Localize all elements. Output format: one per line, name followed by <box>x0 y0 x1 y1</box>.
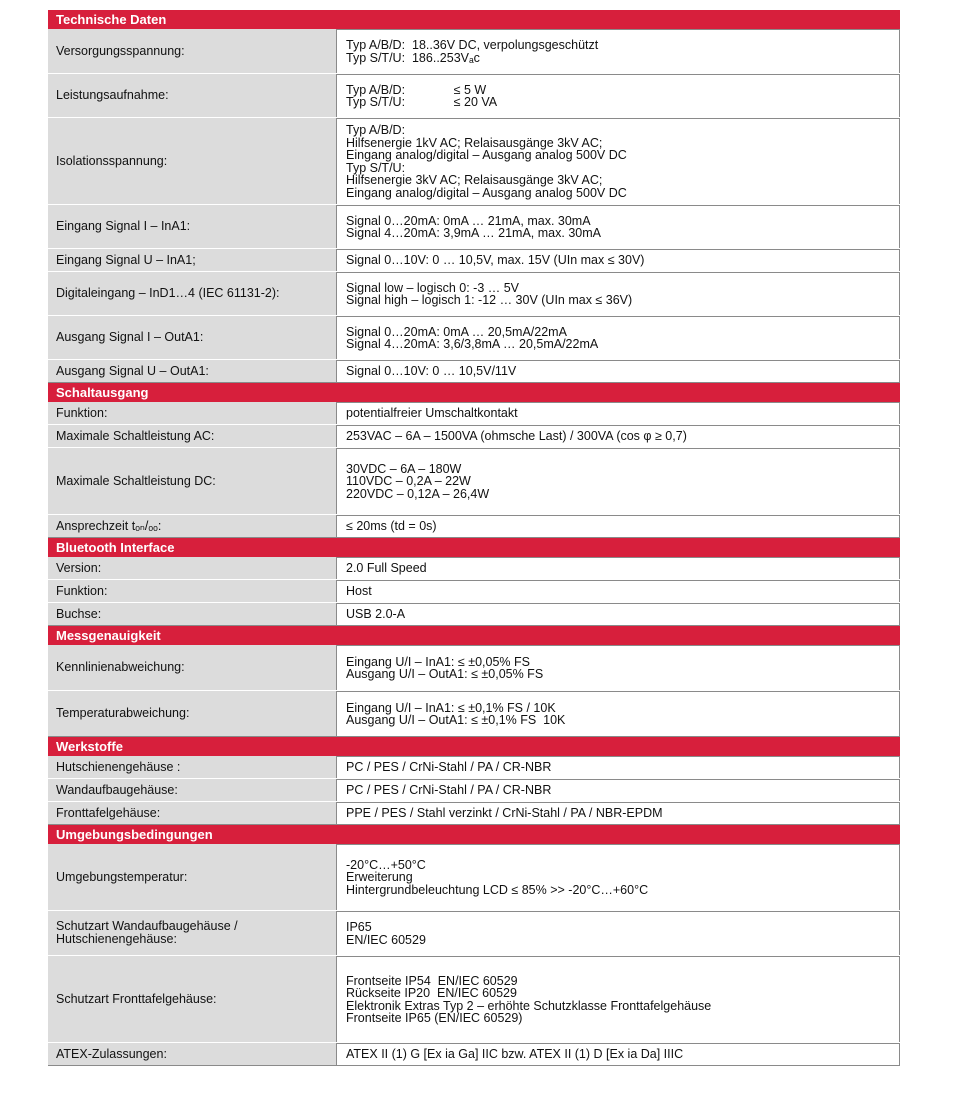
spec-value-line: Eingang analog/digital – Ausgang analog 500V DC <box>346 185 627 200</box>
spec-value-line: 253VAC – 6A – 1500VA (ohmsche Last) / 300VA (cos φ ≥ 0,7) <box>346 429 687 444</box>
spec-value <box>337 802 900 824</box>
spec-label: Fronttafelgehäuse: <box>48 802 337 824</box>
spec-value <box>337 756 900 778</box>
section-header: Schaltausgang <box>48 383 900 402</box>
spec-label: Ausgang Signal U – OutA1: <box>48 360 337 382</box>
spec-row <box>48 580 900 603</box>
spec-value-line: Typ S/T/U: <box>346 160 406 175</box>
spec-row <box>48 425 900 448</box>
spec-value-line: 220VDC – 0,12A – 26,4W <box>346 486 490 501</box>
spec-value-line: Eingang U/I – InA1: ≤ ±0,05% FS <box>346 654 530 669</box>
spec-label: Temperaturabweichung: <box>48 691 337 736</box>
spec-value <box>337 603 900 625</box>
spec-value-line: Typ S/T/U: 186..253Vₐᴄ <box>346 50 480 65</box>
spec-value-line: Signal 0…20mA: 0mA … 21mA, max. 30mA <box>346 213 591 228</box>
spec-row <box>48 402 900 425</box>
spec-value <box>337 1043 900 1065</box>
section-header: Umgebungsbedingungen <box>48 825 900 844</box>
spec-value-line: Eingang U/I – InA1: ≤ ±0,1% FS / 10K <box>346 700 556 715</box>
spec-value-line: Frontseite IP65 (EN/IEC 60529) <box>346 1011 523 1025</box>
spec-value <box>337 448 900 514</box>
spec-value-line: Signal 0…10V: 0 … 10,5V, max. 15V (UIn max ≤ 30V) <box>346 253 645 268</box>
spec-value-line: Rückseite IP20 EN/IEC 60529 <box>346 986 517 1000</box>
spec-value-line: IP65 <box>346 920 372 934</box>
spec-label: Ansprechzeit tₒₙ/ₒₒ: <box>48 515 337 537</box>
section-header: Bluetooth Interface <box>48 538 900 557</box>
spec-value-line: PPE / PES / Stahl verzinkt / CrNi-Stahl / PA / NBR-EPDM <box>346 806 663 821</box>
spec-value-line: Typ A/B/D: ≤ 5 W <box>346 82 487 97</box>
spec-value <box>337 74 900 117</box>
spec-label: Isolationsspannung: <box>48 118 337 204</box>
spec-label: Funktion: <box>48 402 337 424</box>
spec-value-line: ≤ 20ms (td = 0s) <box>346 519 437 534</box>
spec-row <box>48 603 900 626</box>
spec-row <box>48 1043 900 1066</box>
spec-value-line: PC / PES / CrNi-Stahl / PA / CR-NBR <box>346 783 552 798</box>
spec-value-line: Typ S/T/U: ≤ 20 VA <box>346 95 498 109</box>
spec-row <box>48 316 900 360</box>
spec-value-line: Hilfsenergie 1kV AC; Relaisausgänge 3kV AC; <box>346 135 603 150</box>
spec-value <box>337 911 900 955</box>
spec-label: Leistungsaufnahme: <box>48 74 337 117</box>
spec-value <box>337 956 900 1042</box>
spec-value <box>337 515 900 537</box>
spec-value <box>337 844 900 910</box>
spec-value <box>337 118 900 204</box>
spec-value <box>337 360 900 382</box>
spec-value-line: Signal high – logisch 1: -12 … 30V (UIn max ≤ 36V) <box>346 293 633 307</box>
spec-row <box>48 118 900 205</box>
spec-value-line: Typ A/B/D: <box>346 123 406 137</box>
section-header: Messgenauigkeit <box>48 626 900 645</box>
spec-value-line: EN/IEC 60529 <box>346 932 426 947</box>
spec-label: ATEX-Zulassungen: <box>48 1043 337 1065</box>
spec-label: Eingang Signal U – InA1; <box>48 249 337 271</box>
spec-value-line: PC / PES / CrNi-Stahl / PA / CR-NBR <box>346 760 552 775</box>
spec-value <box>337 272 900 315</box>
spec-value-line: Signal 0…20mA: 0mA … 20,5mA/22mA <box>346 324 567 339</box>
spec-row <box>48 956 900 1043</box>
spec-row <box>48 911 900 956</box>
spec-row <box>48 29 900 74</box>
spec-value-line: Typ A/B/D: 18..36V DC, verpolungsgeschützt <box>346 38 599 52</box>
section-header: Technische Daten <box>48 10 900 29</box>
spec-row <box>48 779 900 802</box>
spec-value-line: potentialfreier Umschaltkontakt <box>346 406 518 421</box>
spec-value-line: 30VDC – 6A – 180W <box>346 461 462 476</box>
spec-label: Wandaufbaugehäuse: <box>48 779 337 801</box>
spec-value <box>337 691 900 736</box>
spec-value-line: Hilfsenergie 3kV AC; Relaisausgänge 3kV AC; <box>346 173 603 187</box>
spec-value-line: Signal 4…20mA: 3,9mA … 21mA, max. 30mA <box>346 226 601 240</box>
spec-row <box>48 272 900 316</box>
spec-value-line: ATEX II (1) G [Ex ia Ga] IIC bzw. ATEX II (1) D [Ex ia Da] IIIC <box>346 1047 684 1062</box>
spec-label: Buchse: <box>48 603 337 625</box>
spec-label: Digitaleingang – InD1…4 (IEC 61131-2): <box>48 272 337 315</box>
spec-row <box>48 557 900 580</box>
spec-label: Schutzart Fronttafelgehäuse: <box>48 956 337 1042</box>
spec-label: Funktion: <box>48 580 337 602</box>
spec-row <box>48 74 900 118</box>
spec-value-line: Ausgang U/I – OutA1: ≤ ±0,05% FS <box>346 667 544 681</box>
spec-label: Maximale Schaltleistung AC: <box>48 425 337 447</box>
spec-label: Hutschienengehäuse : <box>48 756 337 778</box>
spec-row <box>48 802 900 825</box>
spec-label: Version: <box>48 557 337 579</box>
spec-row <box>48 448 900 515</box>
spec-sheet <box>48 10 900 1066</box>
spec-value-line: -20°C…+50°C <box>346 857 426 872</box>
spec-value-line: Erweiterung <box>346 870 413 885</box>
section-header: Werkstoffe <box>48 737 900 756</box>
spec-value-line: Ausgang U/I – OutA1: ≤ ±0,1% FS 10K <box>346 713 566 727</box>
spec-row <box>48 249 900 272</box>
spec-row <box>48 515 900 538</box>
spec-row <box>48 756 900 779</box>
spec-value-line: Signal 0…10V: 0 … 10,5V/11V <box>346 364 517 379</box>
spec-value <box>337 249 900 271</box>
spec-label: Maximale Schaltleistung DC: <box>48 448 337 514</box>
spec-label: Ausgang Signal I – OutA1: <box>48 316 337 359</box>
spec-value-line: Signal 4…20mA: 3,6/3,8mA … 20,5mA/22mA <box>346 337 599 351</box>
spec-value-line: Frontseite IP54 EN/IEC 60529 <box>346 973 518 988</box>
spec-value <box>337 316 900 359</box>
spec-value-line: Hintergrundbeleuchtung LCD ≤ 85% >> -20°C…+60°C <box>346 882 649 897</box>
spec-value-line: 2.0 Full Speed <box>346 561 427 576</box>
spec-value-line: Elektronik Extras Typ 2 – erhöhte Schutzklasse Fronttafelgehäuse <box>346 998 712 1013</box>
spec-row <box>48 205 900 249</box>
spec-value-line: Host <box>346 584 372 599</box>
spec-label: Versorgungsspannung: <box>48 29 337 73</box>
spec-value <box>337 645 900 690</box>
spec-label: Kennlinienabweichung: <box>48 645 337 690</box>
spec-value <box>337 580 900 602</box>
spec-value-line: USB 2.0-A <box>346 607 406 622</box>
spec-value <box>337 29 900 73</box>
spec-label: Schutzart Wandaufbaugehäuse / Hutschienengehäuse: <box>48 911 337 955</box>
spec-row <box>48 360 900 383</box>
spec-value-line: Eingang analog/digital – Ausgang analog 500V DC <box>346 148 627 162</box>
spec-value <box>337 557 900 579</box>
spec-label: Eingang Signal I – InA1: <box>48 205 337 248</box>
spec-row <box>48 844 900 911</box>
spec-label: Umgebungstemperatur: <box>48 844 337 910</box>
spec-row <box>48 691 900 737</box>
spec-value <box>337 402 900 424</box>
spec-value <box>337 425 900 447</box>
spec-value-line: 110VDC – 0,2A – 22W <box>346 474 471 489</box>
spec-row <box>48 645 900 691</box>
spec-value-line: Signal low – logisch 0: -3 … 5V <box>346 280 520 295</box>
spec-value <box>337 205 900 248</box>
spec-value <box>337 779 900 801</box>
